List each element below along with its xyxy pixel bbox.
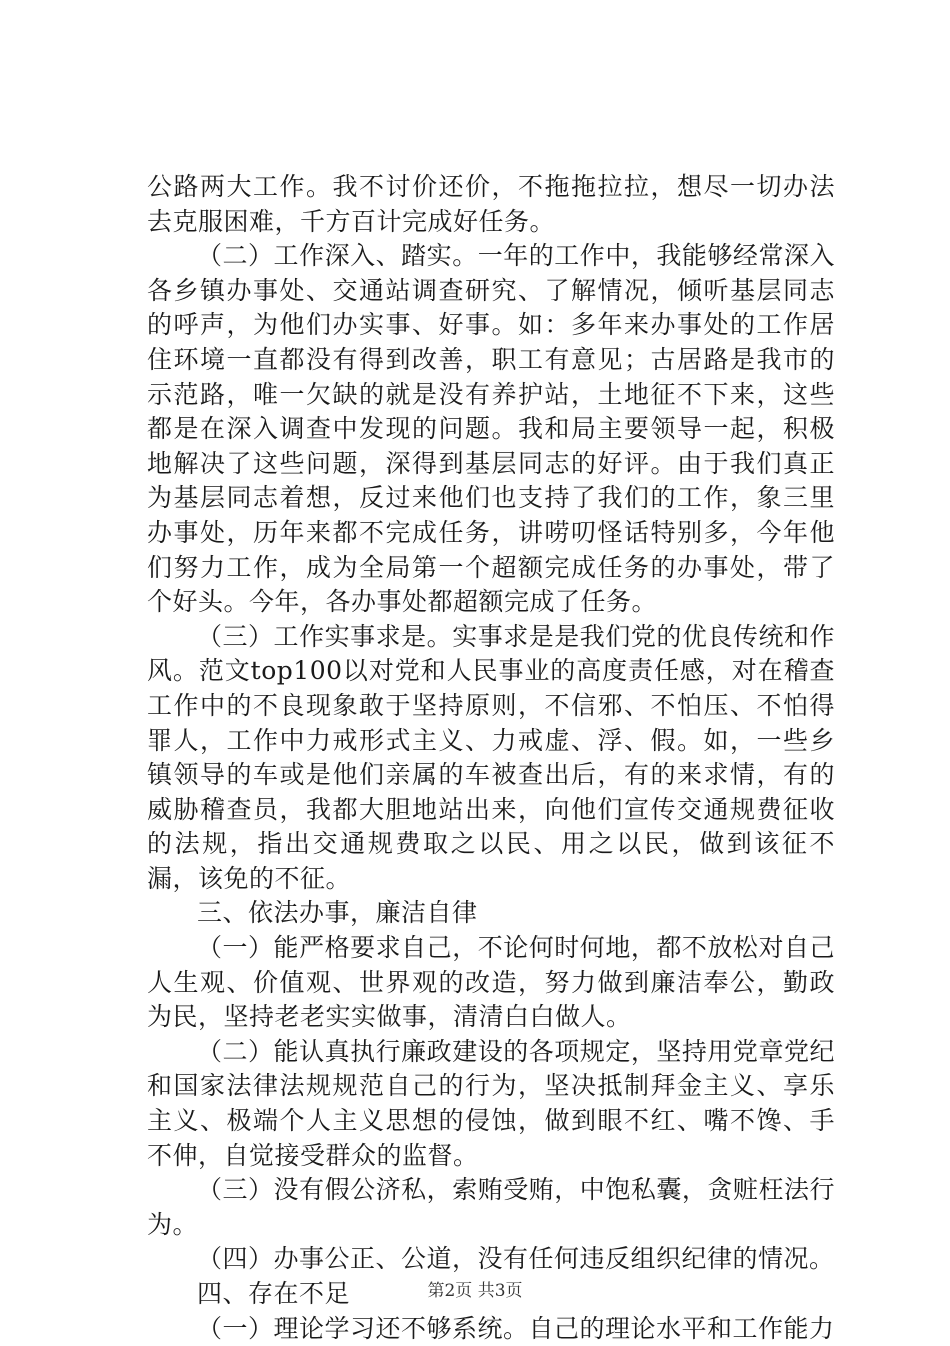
section-heading-4: 四、存在不足 bbox=[197, 1279, 351, 1308]
page-number-label: 第2页 共3页 bbox=[427, 1281, 523, 1301]
paragraph-2: （二）工作深入、踏实。一年的工作中，我能够经常深入各乡镇办事处、交通站调查研究、了解情况，倾听基层同志的呼声，为他们办实事、好事。如：多年来办事处的工作居住环境一直都没有得到改善，职工有意见；古居路是我市的示范路，唯一欠缺的就是没有养护站，土地征不下来，这些都是在深入调查中发现的问题。我和局主要领导一起，积极地解决了这些问题，深得到基层同志的好评。由于我们真正为基层同志着想，反过来他们也支持了我们的工作，象三里办事处，历年来都不完成任务，讲唠叨怪话特别多，今年他们努力工作，成为全局第一个超额完成任务的办事处，带了个好头。今年，各办事处都超额完成了任务。 bbox=[147, 241, 835, 617]
paragraph-5: （一）能严格要求自己，不论何时何地，都不放松对自己人生观、价值观、世界观的改造，努力做到廉洁奉公，勤政为民，坚持老老实实做事，清清白白做人。 bbox=[147, 933, 835, 1032]
section-heading-3: 三、依法办事，廉洁自律 bbox=[197, 898, 478, 928]
paragraph-8: （四）办事公正、公道，没有任何违反组织纪律的情况。 bbox=[197, 1244, 835, 1274]
body-text bbox=[147, 170, 835, 1346]
paragraph-6: （二）能认真执行廉政建设的各项规定，坚持用党章党纪和国家法律法规规范自己的行为，坚决抵制拜金主义、享乐主义、极端个人主义思想的侵蚀，做到眼不红、嘴不馋、手不伸，自觉接受群众的监督。 bbox=[147, 1036, 835, 1170]
paragraph-1: 公路两大工作。我不讨价还价，不拖拖拉拉，想尽一切办法去克服困难，千方百计完成好任务。 bbox=[147, 172, 835, 236]
paragraph-3: （三）工作实事求是。实事求是是我们党的优良传统和作风。范文top100以对党和人民事业的高度责任感，对在稽查工作中的不良现象敢于坚持原则，不信邪、不怕压、不怕得罪人，工作中力戒形式主义、力戒虚、浮、假。如，一些乡镇领导的车或是他们亲属的车被查出后，有的来求情，有的威胁稽查员，我都大胆地站出来，向他们宣传交通规费征收的法规，指出交通规费取之以民、用之以民，做到该征不漏，该免的不征。 bbox=[147, 621, 835, 893]
paragraph-7: （三）没有假公济私，索贿受贿，中饱私囊，贪赃枉法行为。 bbox=[147, 1175, 835, 1239]
page-footer bbox=[0, 1276, 950, 1301]
paragraph-10: （一）理论学习还不够系统。自己的理论水平和工作能力 bbox=[197, 1313, 835, 1343]
